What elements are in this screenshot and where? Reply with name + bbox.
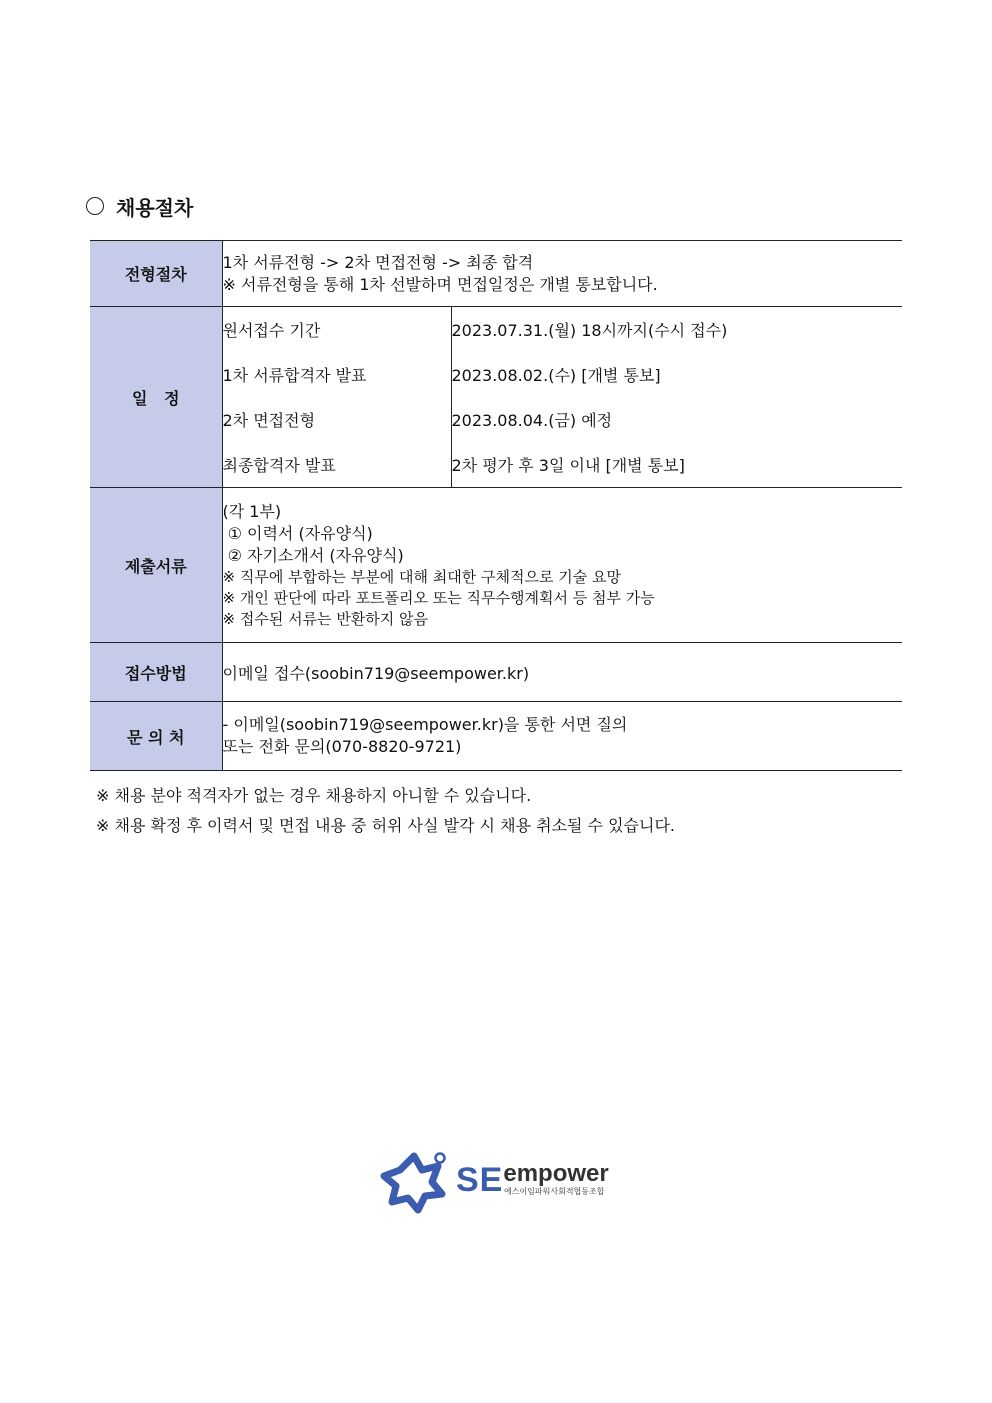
schedule-labels: [222, 307, 451, 488]
schedule-label: 최종합격자 발표: [222, 456, 336, 475]
schedule-label: 1차 서류합격자 발표: [222, 366, 367, 385]
gear-star-icon: [378, 1146, 450, 1214]
contact-header: 문 의 처: [90, 702, 222, 771]
document-item: ① 이력서 (자유양식): [222, 523, 373, 543]
se-empower-logo: [378, 1146, 618, 1214]
schedule-header-text: 일 정: [131, 388, 180, 408]
documents-row: [90, 488, 902, 643]
method-email: 이메일 접수(soobin719@seempower.kr): [222, 663, 530, 683]
section-title: [86, 192, 193, 220]
recruitment-process-table: [90, 240, 902, 771]
process-header: 전형절차: [90, 241, 222, 307]
process-line: 1차 서류전형 -> 2차 면접전형 -> 최종 합격: [222, 252, 534, 272]
schedule-value: 2차 평가 후 3일 이내 [개별 통보]: [451, 456, 685, 475]
contact-content: [222, 702, 902, 771]
process-note: ※ 서류전형을 통해 1차 선발하며 면접일정은 개별 통보합니다.: [222, 274, 658, 294]
documents-note: ※ 직무에 부합하는 부분에 대해 최대한 구체적으로 기술 요망: [222, 567, 621, 586]
method-row: [90, 643, 902, 702]
schedule-row: [90, 307, 902, 488]
footnote: ※ 채용 확정 후 이력서 및 면접 내용 중 허위 사실 발각 시 채용 취소될 수 있습니다.: [96, 816, 676, 835]
documents-header: 제출서류: [90, 488, 222, 643]
contact-row: [90, 702, 902, 771]
process-content: [222, 241, 902, 307]
logo-empower: empower: [503, 1159, 609, 1187]
schedule-header: [90, 307, 222, 488]
documents-content: [222, 488, 902, 643]
method-header: 접수방법: [90, 643, 222, 702]
contact-line: - 이메일(soobin719@seempower.kr)을 통한 서면 질의: [222, 715, 628, 734]
documents-note: ※ 개인 판단에 따라 포트폴리오 또는 직무수행계획서 등 첨부 가능: [222, 588, 655, 607]
schedule-values: [451, 307, 902, 488]
footnotes: [96, 784, 675, 844]
schedule-value: 2023.07.31.(월) 18시까지(수시 접수): [451, 321, 728, 340]
section-title-text: 채용절차: [116, 195, 194, 220]
contact-line: 또는 전화 문의(070-8820-9721): [222, 737, 462, 756]
schedule-label: 2차 면접전형: [222, 411, 316, 430]
documents-intro: (각 1부): [222, 501, 282, 521]
circle-bullet-icon: [86, 197, 104, 215]
logo-subtitle: 에스이임파워사회적협동조합: [504, 1187, 605, 1196]
footnote: ※ 채용 분야 적격자가 없는 경우 채용하지 아니할 수 있습니다.: [96, 786, 532, 805]
logo-se: SE: [456, 1160, 504, 1199]
process-row: [90, 241, 902, 307]
documents-note: ※ 접수된 서류는 반환하지 않음: [222, 609, 429, 628]
method-value: [222, 643, 902, 702]
document-item: ② 자기소개서 (자유양식): [222, 545, 404, 565]
schedule-value: 2023.08.02.(수) [개별 통보]: [451, 366, 661, 385]
schedule-label: 원서접수 기간: [222, 321, 321, 340]
schedule-value: 2023.08.04.(금) 예정: [451, 411, 613, 430]
